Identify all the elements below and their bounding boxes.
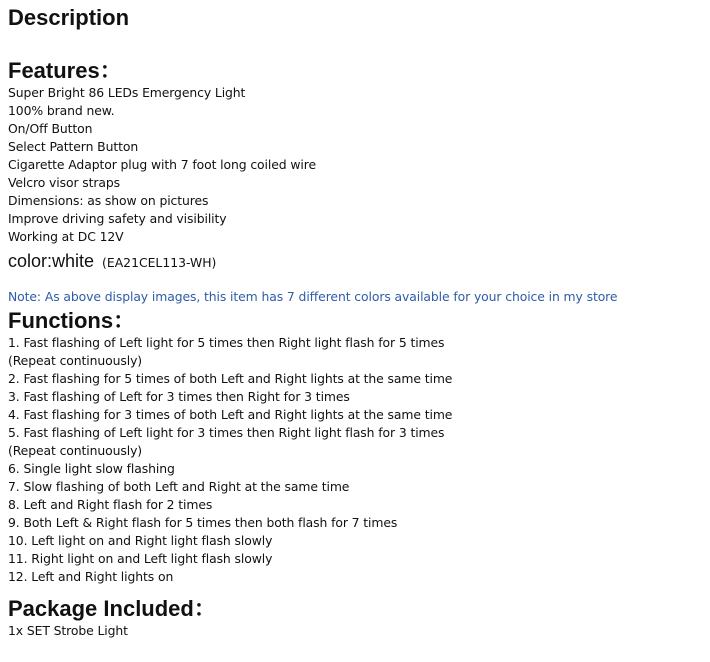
package-list: [8, 622, 702, 640]
function-item: 9. Both Left & Right flash for 5 times then both flash for 7 times: [8, 515, 398, 530]
feature-item: 100% brand new.: [8, 103, 115, 118]
functions-heading: Functions：: [8, 308, 136, 333]
function-item: 5. Fast flashing of Left light for 3 times then Right light flash for 3 times: [8, 425, 445, 440]
function-item: 12. Left and Right lights on: [8, 569, 174, 584]
package-heading: Package Included：: [8, 596, 216, 621]
features-list: [8, 84, 702, 246]
feature-item: Working at DC 12V: [8, 229, 124, 244]
feature-item: On/Off Button: [8, 121, 93, 136]
function-item: 3. Fast flashing of Left for 3 times then Right for 3 times: [8, 389, 350, 404]
feature-item: Select Pattern Button: [8, 139, 139, 154]
package-item: 1x SET Strobe Light: [8, 623, 128, 638]
color-label: color:white: [8, 251, 95, 271]
functions-list: [8, 334, 702, 586]
feature-item: Improve driving safety and visibility: [8, 211, 227, 226]
function-item: (Repeat continuously): [8, 443, 143, 458]
function-item: 6. Single light slow flashing: [8, 461, 175, 476]
function-item: 4. Fast flashing for 3 times of both Left and Right lights at the same time: [8, 407, 453, 422]
feature-item: Cigarette Adaptor plug with 7 foot long coiled wire: [8, 157, 316, 172]
feature-item: Dimensions: as show on pictures: [8, 193, 209, 208]
function-item: 1. Fast flashing of Left light for 5 times then Right light flash for 5 times: [8, 335, 445, 350]
function-item: 8. Left and Right flash for 2 times: [8, 497, 213, 512]
features-heading: Features：: [8, 58, 122, 83]
function-item: 10. Left light on and Right light flash slowly: [8, 533, 273, 548]
color-code: (EA21CEL113-WH): [102, 255, 217, 270]
function-item: (Repeat continuously): [8, 353, 143, 368]
function-item: 2. Fast flashing for 5 times of both Left and Right lights at the same time: [8, 371, 453, 386]
feature-item: Velcro visor straps: [8, 175, 120, 190]
feature-item: Super Bright 86 LEDs Emergency Light: [8, 85, 246, 100]
colors-note: Note: As above display images, this item has 7 different colors available for your choice in my store: [8, 289, 618, 304]
function-item: 7. Slow flashing of both Left and Right at the same time: [8, 479, 350, 494]
description-heading: Description: [8, 5, 130, 30]
color-row: [8, 248, 702, 274]
function-item: 11. Right light on and Left light flash slowly: [8, 551, 273, 566]
